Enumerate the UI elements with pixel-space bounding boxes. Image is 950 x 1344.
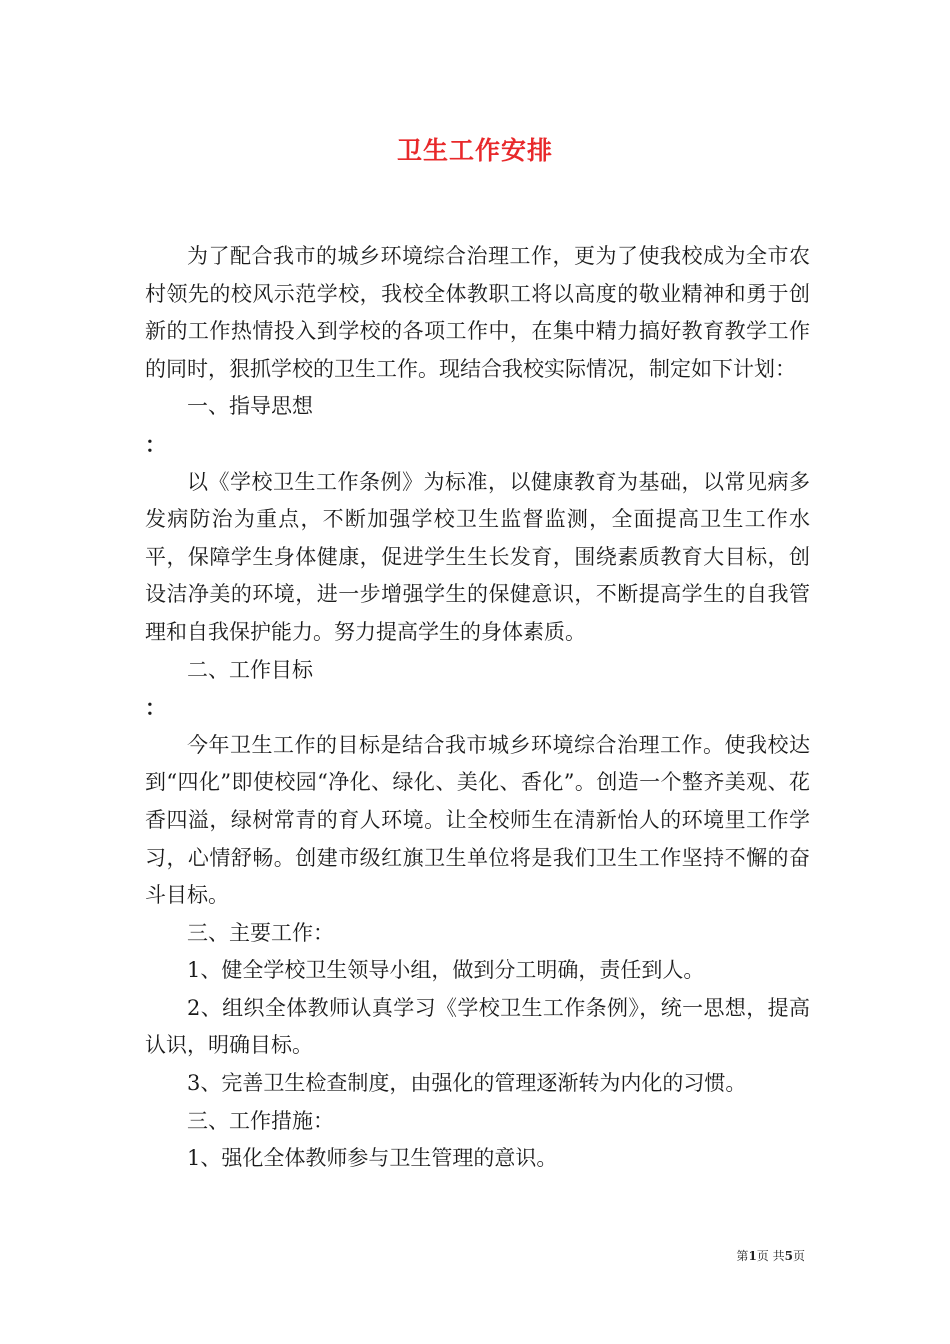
document-title: 卫生工作安排 <box>396 136 553 165</box>
section-heading-work-goals: 二、工作目标 <box>187 657 313 682</box>
work-goals-paragraph: 今年卫生工作的目标是结合我市城乡环境综合治理工作。使我校达到“四化”即使校园“净化、绿化、美化、香化”。创造一个整齐美观、花香四溢，绿树常青的育人环境。让全校师生在清新怡人的环境里工作学习，心情舒畅。创建市级红旗卫生单位将是我们卫生工作坚持不懈的奋斗目标。 <box>145 732 810 908</box>
footer-middle: 页 共 <box>756 1249 785 1263</box>
footer-prefix: 第 <box>736 1249 749 1263</box>
footer-suffix: 页 <box>792 1249 805 1263</box>
page-footer <box>736 1247 805 1264</box>
section-heading-work-measures: 三、工作措施： <box>187 1108 334 1133</box>
guiding-thought-paragraph: 以《学校卫生工作条例》为标准，以健康教育为基础，以常见病多发病防治为重点，不断加强学校卫生监督监测，全面提高卫生工作水平，保障学生身体健康，促进学生生长发育，围绕素质教育大目标，创设洁净美的环境，进一步增强学生的保健意识，不断提高学生的自我管理和自我保护能力。努力提高学生的身体素质。 <box>145 469 810 644</box>
work-measures-item-1: 1、强化全体教师参与卫生管理的意识。 <box>187 1146 558 1171</box>
section-heading-main-work: 三、主要工作： <box>187 920 334 945</box>
footer-page-number: 1 <box>748 1249 757 1263</box>
footer-total-pages: 5 <box>784 1249 793 1263</box>
main-work-item-1: 1、健全学校卫生领导小组，做到分工明确，责任到人。 <box>187 958 705 983</box>
intro-paragraph: 为了配合我市的城乡环境综合治理工作，更为了使我校成为全市农村领先的校风示范学校，我校全体教职工将以高度的敬业精神和勇于创新的工作热情投入到学校的各项工作中，在集中精力搞好教育教学工作的同时，狠抓学校的卫生工作。现结合我校实际情况，制定如下计划： <box>145 244 810 381</box>
section-heading-guiding-thought: 一、指导思想 <box>187 394 313 419</box>
colon-line: ： <box>145 431 166 457</box>
main-work-item-3: 3、完善卫生检查制度，由强化的管理逐渐转为内化的习惯。 <box>187 1071 747 1096</box>
document-body <box>145 238 810 1178</box>
colon-line: ： <box>145 695 166 721</box>
main-work-item-2: 2、组织全体教师认真学习《学校卫生工作条例》，统一思想，提高认识，明确目标。 <box>145 995 810 1058</box>
